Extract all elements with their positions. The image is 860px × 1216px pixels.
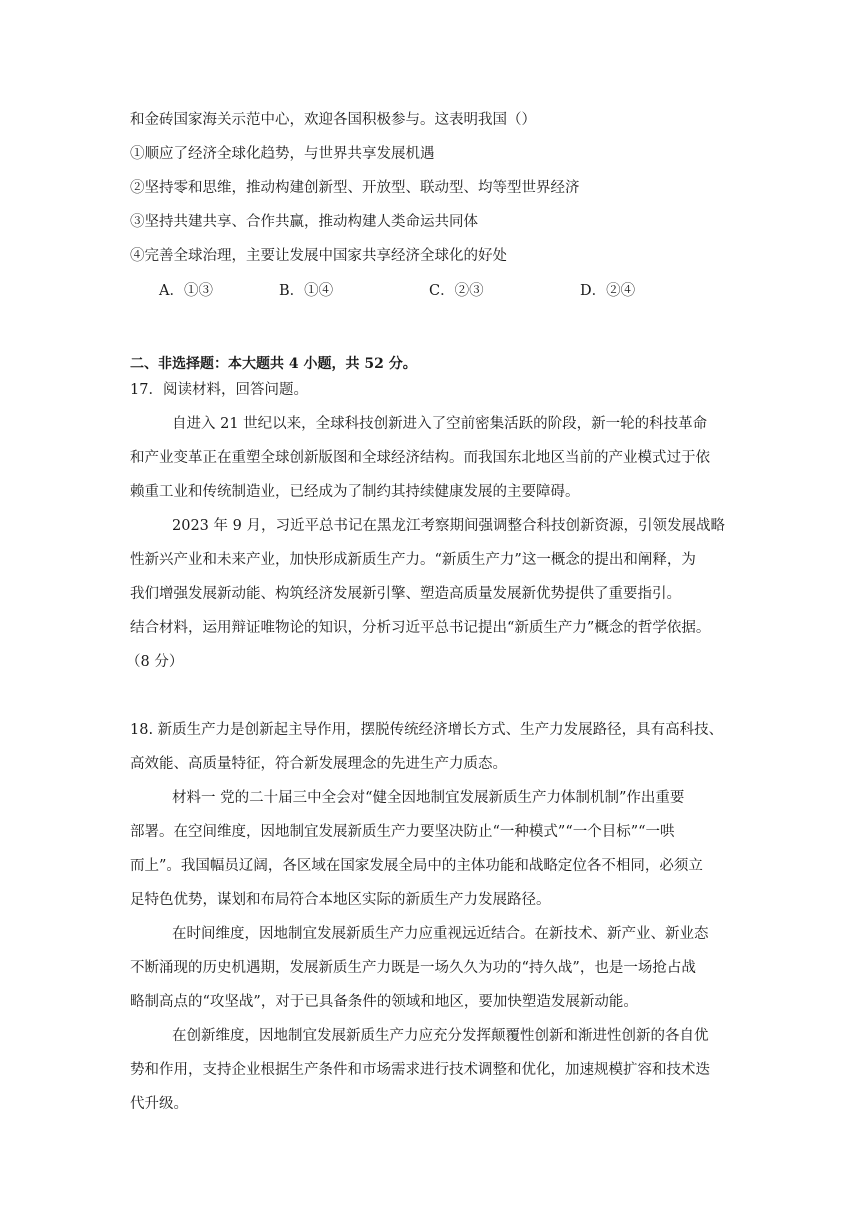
q17-p1-line-3: 赖重工业和传统制造业，已经成为了制约其持续健康发展的主要障碍。 [130, 484, 580, 500]
q18-m2-line-2: 不断涌现的历史机遇期，发展新质生产力既是一场久久为功的“持久战”，也是一场抢占战 [130, 960, 696, 976]
q18-m2-line-1: 在时间维度，因地制宜发展新质生产力应重视远近结合。在新技术、新产业、新业态 [172, 926, 709, 942]
q18-m3-line-3: 代升级。 [130, 1096, 188, 1112]
q17-prompt: 17．阅读材料，回答问题。 [130, 382, 308, 398]
q16-option-c: C．②③ [429, 283, 484, 299]
q17-p2-line-3: 我们增强发展新动能、构筑经济发展新引擎、塑造高质量发展新优势提供了重要指引。 [130, 586, 681, 602]
q17-question-score: （8 分） [126, 654, 184, 670]
q17-p1-line-2: 和产业变革正在重塑全球创新版图和全球经济结构。而我国东北地区当前的产业模式过于依 [130, 450, 710, 466]
q16-option-d: D．②④ [580, 283, 636, 299]
q18-m3-line-2: 势和作用，支持企业根据生产条件和市场需求进行技术调整和优化，加速规模扩容和技术迭 [130, 1062, 710, 1078]
q18-m1-line-4: 足特色优势，谋划和布局符合本地区实际的新质生产力发展路径。 [130, 892, 551, 908]
q17-p1-line-1: 自进入 21 世纪以来，全球科技创新进入了空前密集活跃的阶段，新一轮的科技革命 [172, 416, 708, 432]
q18-m1-line-3: 而上”。我国幅员辽阔，各区域在国家发展全局中的主体功能和战略定位各不相同，必须立 [130, 858, 703, 874]
q17-question-line-1: 结合材料，运用辩证唯物论的知识，分析习近平总书记提出“新质生产力”概念的哲学依据。 [130, 620, 711, 636]
q18-m2-line-3: 略制高点的“攻坚战”，对于已具备条件的领域和地区，要加快塑造发展新动能。 [130, 994, 638, 1010]
q16-option-b: B．①④ [279, 283, 334, 299]
q16-statement-4: ④完善全球治理，主要让发展中国家共享经济全球化的好处 [130, 248, 507, 264]
section-heading: 二、非选择题：本大题共 4 小题，共 52 分。 [130, 356, 417, 372]
q18-intro-line-2: 高效能、高质量特征，符合新发展理念的先进生产力质态。 [130, 756, 507, 772]
q18-m1-line-2: 部署。在空间维度，因地制宜发展新质生产力要坚决防止“一种模式”“一个目标”“一哄 [130, 824, 675, 840]
q16-option-a: A．①③ [159, 283, 213, 299]
q17-p2-line-2: 性新兴产业和未来产业，加快形成新质生产力。“新质生产力”这一概念的提出和阐释，为 [130, 552, 696, 568]
q18-m1-line-1: 材料一 党的二十届三中全会对“健全因地制宜发展新质生产力体制机制”作出重要 [172, 790, 685, 806]
q17-p2-line-1: 2023 年 9 月，习近平总书记在黑龙江考察期间强调整合科技创新资源，引领发展战略 [172, 518, 725, 534]
q18-intro-line-1: 18. 新质生产力是创新起主导作用，摆脱传统经济增长方式、生产力发展路径，具有高科技、 [130, 722, 724, 738]
q16-statement-1: ①顺应了经济全球化趋势，与世界共享发展机遇 [130, 146, 435, 162]
q16-lead: 和金砖国家海关示范中心，欢迎各国积极参与。这表明我国（） [130, 112, 536, 128]
q16-statement-2: ②坚持零和思维，推动构建创新型、开放型、联动型、均等型世界经济 [130, 180, 580, 196]
q16-statement-3: ③坚持共建共享、合作共赢，推动构建人类命运共同体 [130, 214, 478, 230]
q18-m3-line-1: 在创新维度，因地制宜发展新质生产力应充分发挥颠覆性创新和渐进性创新的各自优 [172, 1028, 709, 1044]
